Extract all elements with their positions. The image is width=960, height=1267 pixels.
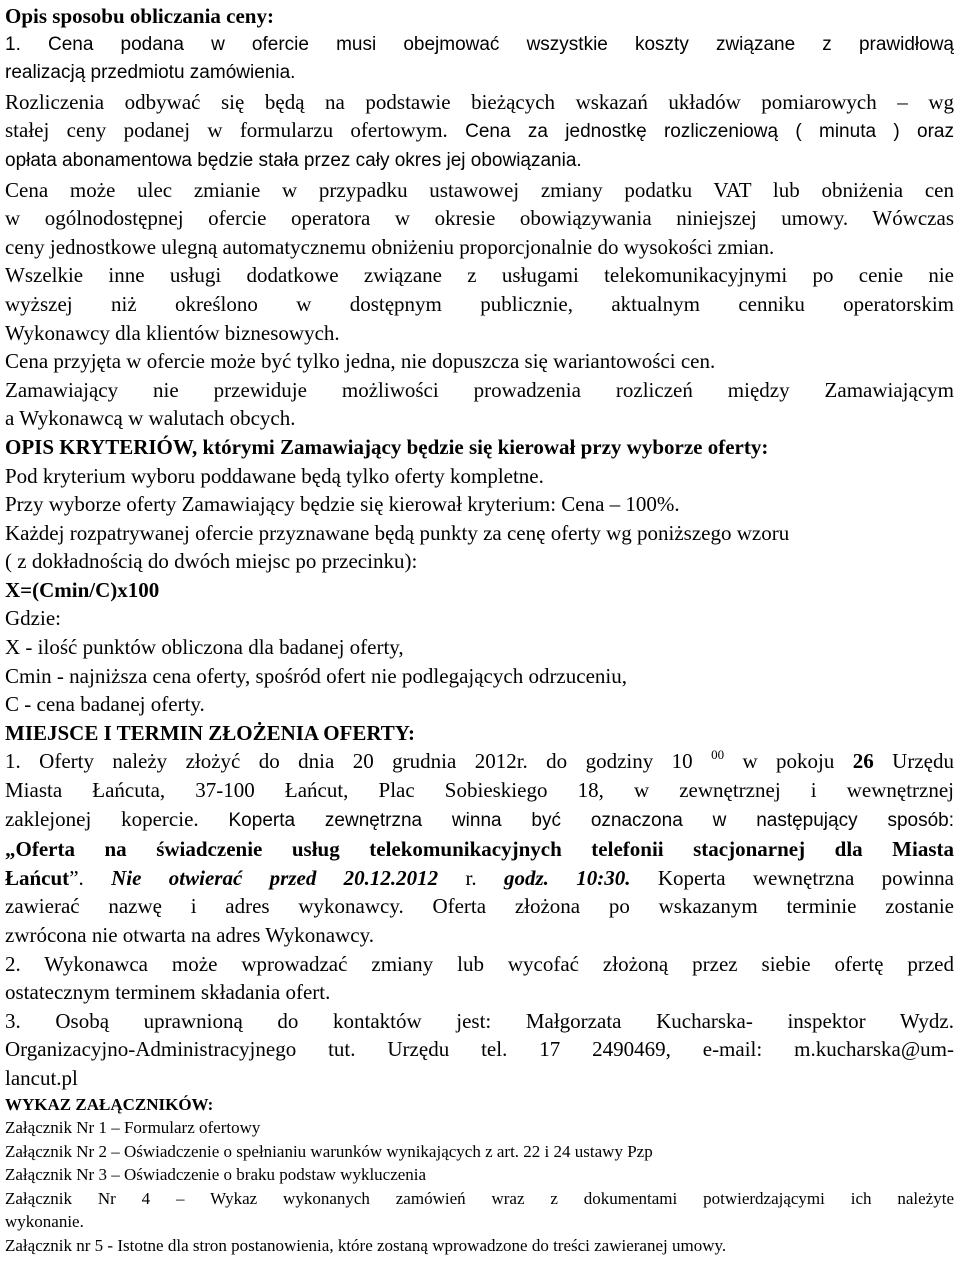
- price-line-13: Zamawiający nie przewiduje możliwości prowadzenia rozliczeń między Zamawiającym: [5, 377, 954, 402]
- attachment-3: Załącznik Nr 3 – Oświadczenie o braku podstaw wykluczenia: [5, 1165, 427, 1185]
- place-line-1: [5, 747, 954, 776]
- price-heading: Opis sposobu obliczania ceny:: [5, 4, 274, 28]
- hour-minutes: 00: [711, 747, 725, 763]
- price-line-1: 1. Cena podana w ofercie musi obejmować wszystkie koszty związane z prawidłową: [5, 33, 954, 55]
- place-line-2: Miasta Łańcuta, 37-100 Łańcut, Plac Sobieskiego 18, w zewnętrznej i wewnętrznej: [5, 778, 954, 803]
- place-line-1a: 1. Oferty należy złożyć do dnia 20 grudnia 2012r. do godziny 10: [5, 749, 712, 774]
- place-section: [5, 719, 954, 1093]
- price-line-3: Rozliczenia odbywać się będą na podstawie bieżących wskazań układów pomiarowych – wg: [5, 89, 954, 114]
- price-line-6: Cena może ulec zmianie w przypadku ustawowej zmiany podatku VAT lub obniżenia cen: [5, 177, 954, 202]
- place-line-5f: Koperta wewnętrzna powinna: [630, 865, 955, 890]
- place-line-3b: Koperta zewnętrzna winna być oznaczona w następujący sposób:: [198, 809, 954, 831]
- attachments-section: [5, 1093, 954, 1258]
- price-line-12: Cena przyjęta w ofercie może być tylko jedna, nie dopuszcza się wariantowości cen.: [5, 349, 716, 374]
- do-not-open-time: godz. 10:30.: [504, 865, 631, 890]
- place-line-7: zwrócona nie otwarta na adres Wykonawcy.: [5, 923, 374, 947]
- place-line-3: [5, 805, 954, 836]
- envelope-label-line-1: „Oferta na świadczenie usług telekomunikacyjnych telefonii stacjonarnej dla Miasta: [5, 837, 954, 862]
- price-formula: X=(Cmin/C)x100: [5, 577, 160, 602]
- envelope-city: Łańcut: [5, 865, 70, 890]
- do-not-open-r: r.: [438, 865, 504, 890]
- place-line-6: zawierać nazwę i adres wykonawcy. Oferta złożona po wskazanym terminie zostanie: [5, 894, 954, 919]
- price-line-8: ceny jednostkowe ulegną automatycznemu obniżeniu proporcjonalnie do wysokości zmian.: [5, 234, 775, 259]
- attachment-5: Załącznik nr 5 - Istotne dla stron postanowienia, które zostaną wprowadzone do treści zawieranej umowy.: [5, 1235, 727, 1255]
- place-line-3a: zaklejonej kopercie.: [5, 806, 199, 831]
- place-line-8: 2. Wykonawca może wprowadzać zmiany lub wycofać złożoną przez siebie ofertę przed: [5, 951, 954, 976]
- envelope-quote-end: ”.: [69, 865, 112, 890]
- price-line-7: w ogólnodostępnej ofercie operatora w okresie obowiązywania niniejszej umowy. Wówczas: [5, 206, 954, 231]
- do-not-open: Nie otwierać przed 20.12.2012: [111, 865, 439, 890]
- attachment-4: Załącznik Nr 4 – Wykaz wykonanych zamówień wraz z dokumentami potwierdzającymi ich należyte: [5, 1188, 954, 1208]
- formula-cmin-def: Cmin - najniższa cena oferty, spośród ofert nie podlegających odrzuceniu,: [5, 663, 627, 688]
- envelope-label-line-2: [5, 864, 954, 893]
- place-line-10: 3. Osobą uprawnioną do kontaktów jest: Małgorzata Kucharska- inspektor Wydz.: [5, 1008, 954, 1033]
- place-line-12: lancut.pl: [5, 1065, 78, 1090]
- criteria-line-4: ( z dokładnością do dwóch miejsc po przecinku):: [5, 549, 418, 574]
- place-line-11: Organizacyjno-Administracyjnego tut. Urzędu tel. 17 2490469, e-mail: m.kucharska@um-: [5, 1037, 954, 1062]
- price-line-10: wyższej niż określono w dostępnym publicznie, aktualnym cenniku operatorskim: [5, 291, 954, 316]
- price-line-5: opłata abonamentowa będzie stała przez cały okres jej obowiązania.: [5, 149, 582, 171]
- criteria-line-1: Pod kryterium wyboru poddawane będą tylko oferty kompletne.: [5, 463, 544, 488]
- attachment-1: Załącznik Nr 1 – Formularz ofertowy: [5, 1118, 261, 1138]
- place-line-1b: w pokoju: [724, 749, 853, 774]
- formula-where: Gdzie:: [5, 606, 61, 631]
- criteria-line-3: Każdej rozpatrywanej ofercie przyznawane będą punkty za cenę oferty wg poniższego wzoru: [5, 520, 790, 545]
- attachment-4-cont: wykonanie.: [5, 1212, 84, 1232]
- criteria-heading: OPIS KRYTERIÓW, którymi Zamawiający będzie się kierował przy wyborze oferty:: [5, 434, 769, 459]
- place-line-1c: Urzędu: [873, 749, 954, 774]
- price-section: [5, 2, 954, 433]
- room-number: 26: [852, 749, 874, 774]
- price-line-2: realizacją przedmiotu zamówienia.: [5, 62, 296, 84]
- criteria-line-2: Przy wyborze oferty Zamawiający będzie się kierował kryterium: Cena – 100%.: [5, 492, 680, 517]
- price-line-4a: stałej ceny podanej w formularzu ofertowym.: [5, 118, 448, 143]
- price-line-14: a Wykonawcą w walutach obcych.: [5, 406, 296, 431]
- formula-c-def: C - cena badanej oferty.: [5, 692, 205, 717]
- attachments-heading: WYKAZ ZAŁĄCZNIKÓW:: [5, 1094, 214, 1114]
- place-line-9: ostatecznym terminem składania ofert.: [5, 980, 331, 1005]
- price-line-9: Wszelkie inne usługi dodatkowe związane z usługami telekomunikacyjnymi po cenie nie: [5, 263, 954, 288]
- place-heading: MIEJSCE I TERMIN ZŁOŻENIA OFERTY:: [5, 720, 416, 745]
- attachment-2: Załącznik Nr 2 – Oświadczenie o spełnianiu warunków wynikających z art. 22 i 24 ustawy Pzp: [5, 1141, 653, 1161]
- criteria-section: [5, 433, 954, 719]
- price-line-4: [5, 116, 954, 147]
- price-line-4b: Cena za jednostkę rozliczeniową ( minuta ) oraz: [447, 121, 954, 143]
- formula-x-def: X - ilość punktów obliczona dla badanej oferty,: [5, 635, 404, 660]
- price-line-11: Wykonawcy dla klientów biznesowych.: [5, 320, 340, 345]
